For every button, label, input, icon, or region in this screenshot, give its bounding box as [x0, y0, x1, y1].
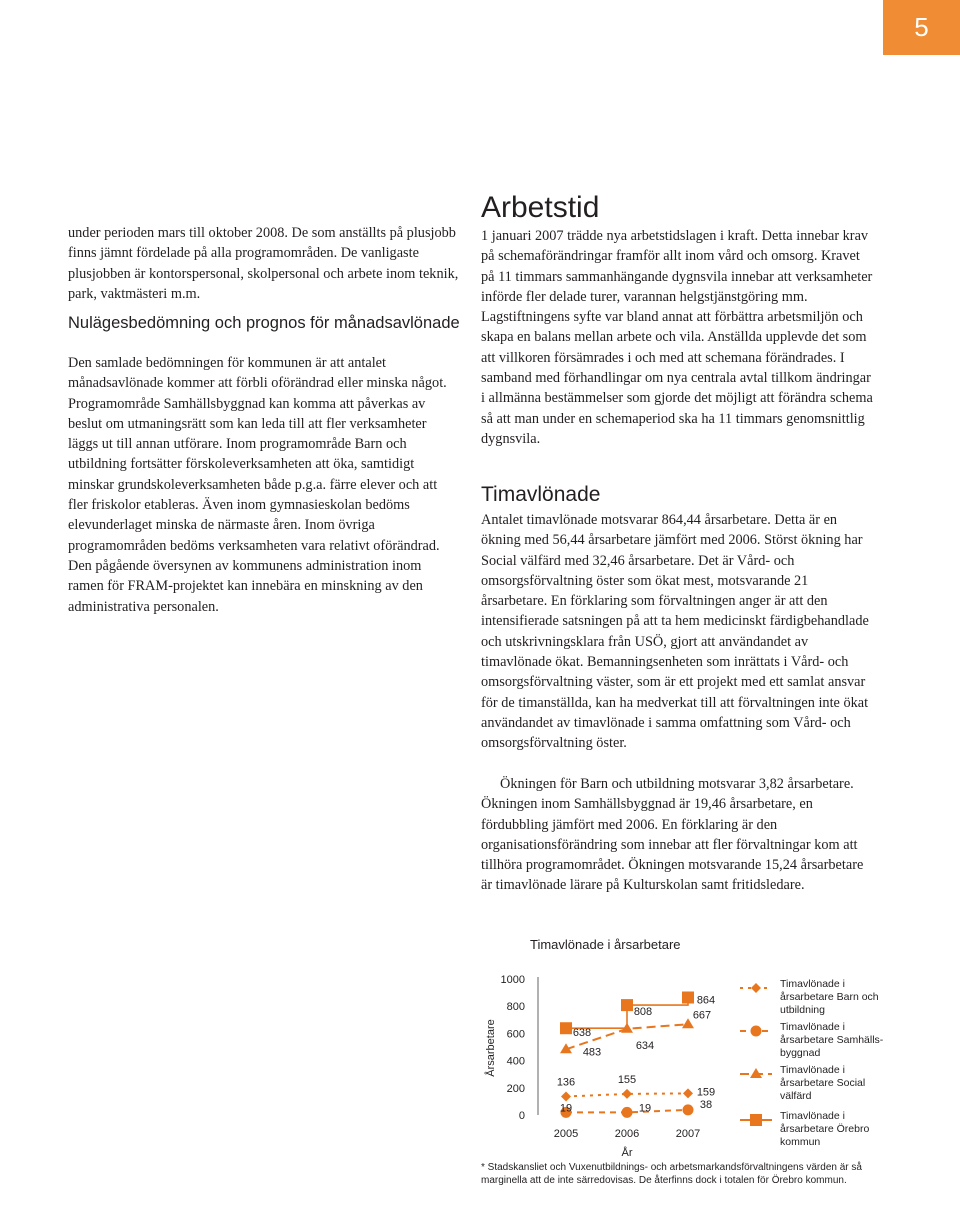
prognosis-subheading: Nulägesbedömning och prognos för månadsavlönade: [68, 314, 460, 332]
legend-label: utbildning: [780, 1004, 825, 1016]
y-axis-label: Årsarbetare: [485, 1019, 497, 1077]
legend-marker: [750, 1114, 762, 1126]
y-tick-label: 0: [518, 1110, 525, 1122]
legend-label: årsarbetare Örebro: [780, 1123, 870, 1135]
legend-label: Timavlönade i: [780, 1110, 845, 1122]
legend-label: byggnad: [780, 1047, 821, 1059]
timavlonade-line-chart: [470, 960, 910, 1160]
y-tick-label: 600: [506, 1028, 525, 1041]
prognosis-paragraph: Den samlade bedömningen för kommunen är att antalet månadsavlönade kommer att förbli oförändrad eller minska något. Programområde Samhällsbyggnad kan komma att påverkas av beslut om utmaningsrätt som kan leda till att fler verksamheter läggs ut till annan utförare. Inom programområde Barn och utbildning fortsätter förskoleverksamheten att öka, samtidigt minskar grundskoleverksamheten både p.g.a. färre elever och att fler friskolor etableras. Även inom gymnasieskolan bedöms elevunderlaget minska de närmaste åren. Inom övriga programområden bedöms verksamheten vara relativt oförändrad. Den pågående översynen av kommunens administration inom ramen för FRAM-projektet kan innebära en minskning av den administrativa personalen.: [68, 355, 447, 615]
page-number-tab: [883, 0, 960, 55]
data-label: 159: [696, 1086, 716, 1099]
x-tick-label: 2006: [614, 1128, 640, 1140]
x-axis-label: År: [621, 1147, 633, 1159]
legend-label: Timavlönade i: [780, 978, 845, 990]
heading-arbetstid: Arbetstid: [481, 191, 600, 224]
timavlonade-paragraph-1: Antalet timavlönade motsvarar 864,44 årsarbetare. Detta är en ökning med 56,44 årsarbetare jämfört med 2006. Störst ökning har Social välfärd med 32,46 årsarbetare. Det är Vård- och omsorgsförvaltning öster som ökat mest, motsvarande 21 årsarbetare. En förklaring som förvaltningen anger är att den intensifierade satsningen på att ta hem medicinskt färdigbehandlade och utskrivningsklara från USÖ, gjort att användandet av timavlönade ökat. Bemanningsenheten som inrättats i Vård- och omsorgsförvaltning väster, som är ett projekt med ett samlat ansvar för de timanställda, kan ha medverkat till att förvaltningen inte ökat användandet av timavlönade i samma omfattning som Vård- och omsorgsförvaltning öster.: [481, 512, 869, 752]
page-number: 5: [914, 12, 929, 42]
data-label: 38: [699, 1098, 713, 1111]
legend-label: årsarbetare Barn och: [780, 991, 879, 1003]
data-label: 155: [617, 1073, 637, 1086]
heading-timavlonade: Timavlönade: [481, 483, 601, 506]
y-tick-label: 400: [506, 1055, 525, 1068]
data-point-square: [621, 999, 633, 1011]
y-tick-label: 200: [506, 1082, 525, 1095]
data-point-circle: [622, 1107, 633, 1118]
data-label: 483: [582, 1046, 602, 1059]
legend-marker: [751, 983, 761, 993]
chart-footnote: * Stadskansliet och Vuxenutbildnings- och arbetsmarkandsförvaltningens värden är så marginella att de inte särredovisas. De återfinns dock i totalen för Örebro kommun.: [481, 1162, 862, 1186]
data-point-diamond: [561, 1092, 571, 1102]
arbetstid-paragraph: 1 januari 2007 trädde nya arbetstidslagen i kraft. Detta innebar krav på schemaförändringar framför allt inom vård och omsorg. Kravet på 11 timmars sammanhängande dygnsvila innebar att verksamheter införde fler delade turer, varannan helgstjänstgöring mm. Lagstiftningens syfte var bland annat att förbättra arbetsmiljön och skapa en balans mellan arbete och vila. Anställda upplevde det som att villkoren försämrades i och med att schemana förändrades. I samband med förhandlingar om nya centrala avtal tillkom ändringar i allmänna bestämmelser som gjorde det möjligt att förändra schema så att man under en schemaperiod ska ha 11 timmars genomsnittlig dygnsvila.: [481, 228, 873, 447]
legend-marker: [751, 1026, 762, 1037]
data-point-diamond: [683, 1088, 693, 1098]
data-point-diamond: [622, 1089, 632, 1099]
data-label: 864: [696, 994, 716, 1007]
data-point-square: [682, 991, 694, 1003]
x-tick-label: 2005: [553, 1128, 579, 1140]
data-point-square: [560, 1022, 572, 1034]
data-point-circle: [683, 1104, 694, 1115]
legend-label: årsarbetare Samhälls-: [780, 1034, 884, 1046]
chart-title: Timavlönade i årsarbetare: [530, 937, 681, 952]
timavlonade-paragraph-2: Ökningen för Barn och utbildning motsvarar 3,82 årsarbetare. Ökningen inom Samhällsbyggnad är 19,46 årsarbetare, en fördubbling jämfört med 2006. En förklaring är den organisationsförändring som innebar att fler förvaltningar kom att tillhöra programområdet. Ökningen motsvarande 15,24 årsarbetare är timavlönade lärare på Kulturskolan samt fritidsledare.: [481, 776, 864, 894]
legend-label: Timavlönade i: [780, 1021, 845, 1033]
x-tick-label: 2007: [675, 1128, 701, 1140]
data-label: 19: [638, 1102, 652, 1115]
data-label: 19: [559, 1102, 573, 1115]
data-label: 136: [556, 1076, 576, 1089]
legend-label: Timavlönade i: [780, 1064, 845, 1076]
data-label: 638: [572, 1027, 592, 1040]
data-label: 634: [635, 1039, 655, 1052]
legend-label: välfärd: [780, 1090, 812, 1102]
y-tick-label: 1000: [500, 974, 525, 986]
y-tick-label: 800: [506, 1001, 525, 1014]
intro-paragraph: under perioden mars till oktober 2008. De som anställts på plusjobb finns jämnt fördelade på alla programområden. De vanligaste plusjobben är kontorspersonal, skolpersonal och arbete inom teknik, park, vaktmästeri m.m.: [68, 225, 459, 302]
legend-label: årsarbetare Social: [780, 1077, 866, 1089]
data-label: 667: [692, 1009, 712, 1022]
data-label: 808: [633, 1006, 653, 1019]
legend-label: kommun: [780, 1136, 821, 1148]
